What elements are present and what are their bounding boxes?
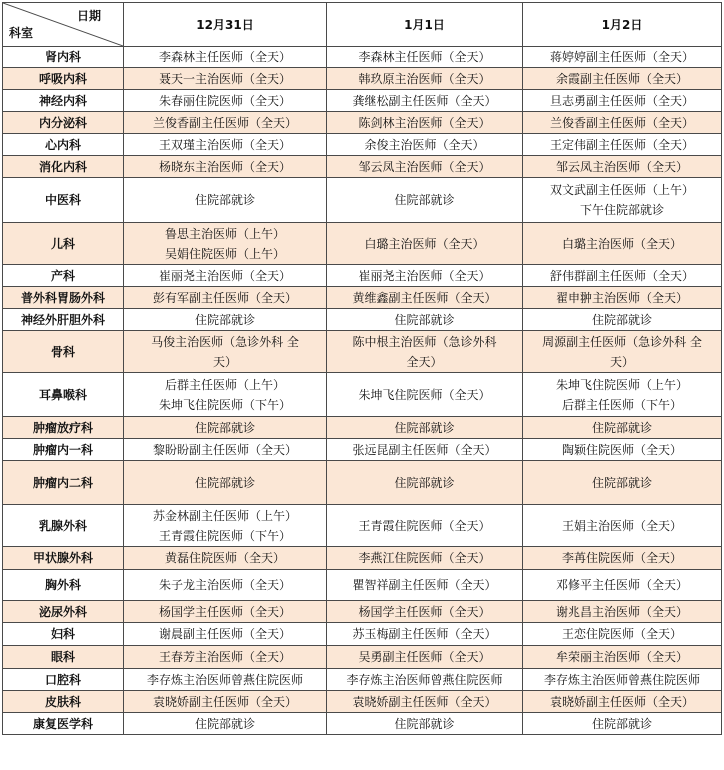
doctor-entry: 兰俊香副主任医师（全天） [152,115,297,130]
department-cell: 肿瘤内一科 [3,439,124,461]
department-cell: 皮肤科 [3,691,124,713]
schedule-cell [327,646,523,669]
schedule-cell [327,623,523,646]
doctor-entry: 李存炼主治医师曾燕住院医师 [543,672,700,687]
schedule-cell [124,547,327,570]
schedule-cell [124,417,327,439]
schedule-cell [327,68,523,90]
schedule-cell [124,223,327,265]
date-header-jan2: 1月2日 [523,3,722,47]
doctor-entry: 瞿智祥副主任医师（全天） [352,578,497,592]
schedule-cell [523,461,722,505]
doctor-entry: 龚继松副主任医师（全天） [352,93,497,108]
doctor-entry: 鲁思主治医师（上午） [164,226,285,241]
table-row [3,112,722,134]
department-cell: 泌尿外科 [3,601,124,623]
department-cell: 乳腺外科 [3,505,124,547]
schedule-cell [124,134,327,156]
doctor-entry: 住院部就诊 [394,312,455,327]
table-row [3,623,722,646]
table-row [3,90,722,112]
header-row [3,3,722,47]
schedule-cell [327,178,523,223]
doctor-entry: 王青霞住院医师（下午） [158,528,291,543]
doctor-entry: 牟荣丽主治医师（全天） [555,650,688,664]
schedule-cell [327,713,523,735]
schedule-cell [124,646,327,669]
schedule-cell [523,646,722,669]
doctor-entry: 旦志勇副主任医师（全天） [549,93,694,108]
doctor-entry: 谢兆昌主治医师（全天） [555,604,688,619]
doctor-entry: 朱子龙主治医师（全天） [158,578,291,592]
doctor-entry: 李森林主任医师（全天） [358,50,491,64]
schedule-cell [124,47,327,68]
schedule-cell [327,156,523,178]
doctor-entry: 朱坤飞住院医师（上午） [555,377,688,392]
doctor-entry: 谢晨副主任医师（全天） [158,627,291,641]
schedule-cell [523,156,722,178]
department-cell: 口腔科 [3,669,124,691]
schedule-cell [327,417,523,439]
doctor-entry: 袁晓娇副主任医师（全天） [549,694,694,709]
schedule-cell [523,713,722,735]
department-cell: 肿瘤内二科 [3,461,124,505]
schedule-cell [327,331,523,373]
schedule-cell [124,713,327,735]
department-cell: 神经外肝胆外科 [3,309,124,331]
department-cell: 产科 [3,265,124,287]
schedule-cell [523,223,722,265]
schedule-cell [124,265,327,287]
department-cell: 甲状腺外科 [3,547,124,570]
doctor-entry: 住院部就诊 [591,312,652,327]
schedule-cell [523,601,722,623]
doctor-entry: 邹云凤主治医师（全天） [555,159,688,174]
doctor-entry: 住院部就诊 [591,716,652,731]
schedule-cell [523,439,722,461]
schedule-cell [523,265,722,287]
table-row [3,601,722,623]
schedule-cell [327,373,523,417]
table-row [3,309,722,331]
schedule-cell [523,112,722,134]
doctor-entry: 天） [212,354,237,369]
schedule-cell [523,505,722,547]
table-row [3,223,722,265]
schedule-cell [327,461,523,505]
table-row [3,461,722,505]
doctor-entry: 住院部就诊 [394,716,455,731]
schedule-cell [327,112,523,134]
schedule-cell [523,178,722,223]
doctor-entry: 崔丽尧主治医师（全天） [358,268,491,283]
schedule-cell [124,287,327,309]
doctor-entry: 张远昆副主任医师（全天） [352,442,497,457]
doctor-entry: 双文武副主任医师（上午） [549,183,694,197]
doctor-entry: 吴娟住院医师（上午） [164,246,285,261]
schedule-cell [523,68,722,90]
table-row [3,373,722,417]
doctor-entry: 蒋婷婷副主任医师（全天） [549,50,694,64]
schedule-cell [327,309,523,331]
doctor-entry: 余霞副主任医师（全天） [555,71,688,86]
doctor-entry: 杨国学主任医师（全天） [358,604,491,619]
schedule-body [3,47,722,735]
schedule-cell [327,601,523,623]
table-row [3,691,722,713]
date-header-jan1: 1月1日 [327,3,523,47]
department-cell: 肾内科 [3,47,124,68]
schedule-cell [523,669,722,691]
schedule-cell [327,570,523,601]
doctor-entry: 翟申翀主治医师（全天） [555,290,688,305]
doctor-entry: 彭有军副主任医师（全天） [152,290,297,305]
schedule-cell [523,623,722,646]
doctor-entry: 袁晓娇副主任医师（全天） [352,694,497,709]
schedule-cell [523,373,722,417]
department-cell: 妇科 [3,623,124,646]
department-cell: 骨科 [3,331,124,373]
table-row [3,713,722,735]
doctor-entry: 后群主任医师（下午） [561,397,682,412]
schedule-cell [124,601,327,623]
schedule-cell [523,331,722,373]
doctor-entry: 陈中根主治医师（急诊外科 [352,334,497,349]
doctor-entry: 住院部就诊 [394,193,455,207]
schedule-cell [327,505,523,547]
schedule-cell [327,47,523,68]
schedule-cell [523,90,722,112]
doctor-entry: 住院部就诊 [394,475,455,490]
doctor-entry: 王青霞住院医师（全天） [358,518,491,533]
schedule-cell [327,439,523,461]
department-cell: 儿科 [3,223,124,265]
schedule-cell [523,309,722,331]
table-row [3,331,722,373]
doctor-entry: 住院部就诊 [591,420,652,435]
doctor-entry: 李森林主任医师（全天） [158,50,291,64]
doctor-entry: 袁晓娇副主任医师（全天） [152,694,297,709]
corner-dept-label: 科室 [9,26,34,40]
doctor-entry: 住院部就诊 [194,475,255,490]
doctor-entry: 李燕江住院医师（全天） [358,551,491,565]
schedule-cell [124,309,327,331]
doctor-entry: 黄磊住院医师（全天） [164,551,285,565]
schedule-cell [124,439,327,461]
schedule-cell [523,134,722,156]
doctor-entry: 邓修平主任医师（全天） [555,578,688,592]
schedule-cell [124,669,327,691]
doctor-entry: 白璐主治医师（全天） [561,236,682,251]
doctor-entry: 黄维鑫副主任医师（全天） [352,290,497,305]
table-row [3,287,722,309]
department-cell: 胸外科 [3,570,124,601]
doctor-entry: 苏金林副主任医师（上午） [152,508,297,523]
schedule-cell [327,265,523,287]
doctor-entry: 陈剑林主治医师（全天） [358,115,491,130]
doctor-entry: 邹云凤主治医师（全天） [358,159,491,174]
table-row [3,439,722,461]
schedule-cell [124,691,327,713]
schedule-cell [124,461,327,505]
department-cell: 肿瘤放疗科 [3,417,124,439]
department-cell: 普外科胃肠外科 [3,287,124,309]
schedule-cell [327,547,523,570]
doctor-entry: 朱坤飞住院医师（全天） [358,387,491,402]
table-row [3,156,722,178]
department-cell: 内分泌科 [3,112,124,134]
corner-header-cell [3,3,124,47]
table-row [3,178,722,223]
department-cell: 消化内科 [3,156,124,178]
schedule-cell [124,331,327,373]
date-header-dec31: 12月31日 [124,3,327,47]
department-cell: 眼科 [3,646,124,669]
department-cell: 呼吸内科 [3,68,124,90]
doctor-entry: 杨国学主任医师（全天） [158,604,291,619]
schedule-cell [523,287,722,309]
schedule-cell [523,547,722,570]
doctor-entry: 舒伟群副主任医师（全天） [549,268,694,283]
doctor-entry: 王双瑾主治医师（全天） [158,137,291,152]
doctor-entry: 吴勇副主任医师（全天） [358,650,491,664]
doctor-entry: 李存炼主治医师曾燕住院医师 [146,672,303,687]
table-row [3,505,722,547]
doctor-entry: 苏玉梅副主任医师（全天） [352,627,497,641]
schedule-cell [124,156,327,178]
table-row [3,646,722,669]
doctor-entry: 朱坤飞住院医师（下午） [158,397,291,412]
table-row [3,68,722,90]
corner-date-label: 日期 [76,9,101,23]
doctor-entry: 住院部就诊 [194,420,255,435]
doctor-entry: 全天） [406,354,443,369]
doctor-entry: 住院部就诊 [591,475,652,490]
doctor-entry: 王春芳主治医师（全天） [158,650,291,664]
doctor-entry: 余俊主治医师（全天） [364,137,485,152]
schedule-cell [124,623,327,646]
department-cell: 耳鼻喉科 [3,373,124,417]
doctor-entry: 兰俊香副主任医师（全天） [549,115,694,130]
department-cell: 中医科 [3,178,124,223]
schedule-cell [523,417,722,439]
schedule-cell [124,505,327,547]
table-row [3,47,722,68]
schedule-cell [523,570,722,601]
doctor-entry: 王恋住院医师（全天） [561,627,682,641]
doctor-entry: 王娟主治医师（全天） [561,518,682,533]
doctor-entry: 住院部就诊 [194,716,255,731]
duty-schedule-table [2,2,722,735]
schedule-cell [124,373,327,417]
doctor-entry: 白璐主治医师（全天） [364,236,485,251]
doctor-entry: 聂天一主治医师（全天） [158,71,291,86]
schedule-cell [124,178,327,223]
doctor-entry: 马俊主治医师（急诊外科 全 [151,334,299,349]
schedule-cell [327,691,523,713]
doctor-entry: 周源副主任医师（急诊外科 全 [542,334,702,349]
doctor-entry: 下午住院部就诊 [579,203,664,217]
doctor-entry: 天） [609,354,634,369]
schedule-cell [327,134,523,156]
doctor-entry: 李苒住院医师（全天） [561,551,682,565]
table-row [3,265,722,287]
schedule-cell [327,90,523,112]
doctor-entry: 韩玖原主治医师（全天） [358,71,491,86]
doctor-entry: 陶颖住院医师（全天） [561,442,682,457]
schedule-cell [124,90,327,112]
schedule-cell [523,691,722,713]
doctor-entry: 黎盼盼副主任医师（全天） [152,442,297,457]
doctor-entry: 崔丽尧主治医师（全天） [158,268,291,283]
schedule-cell [523,47,722,68]
schedule-cell [124,68,327,90]
table-row [3,570,722,601]
schedule-cell [327,669,523,691]
department-cell: 神经内科 [3,90,124,112]
schedule-cell [327,223,523,265]
department-cell: 心内科 [3,134,124,156]
table-row [3,669,722,691]
schedule-cell [124,570,327,601]
schedule-cell [124,112,327,134]
doctor-entry: 李存炼主治医师曾燕住院医师 [346,672,503,687]
doctor-entry: 住院部就诊 [194,312,255,327]
table-row [3,547,722,570]
doctor-entry: 王定伟副主任医师（全天） [549,137,694,152]
doctor-entry: 住院部就诊 [194,193,255,207]
schedule-cell [327,287,523,309]
doctor-entry: 杨晓东主治医师（全天） [158,159,291,174]
doctor-entry: 住院部就诊 [394,420,455,435]
table-row [3,134,722,156]
doctor-entry: 后群主任医师（上午） [164,377,285,392]
doctor-entry: 朱春丽住院医师（全天） [158,93,291,108]
department-cell: 康复医学科 [3,713,124,735]
table-row [3,417,722,439]
